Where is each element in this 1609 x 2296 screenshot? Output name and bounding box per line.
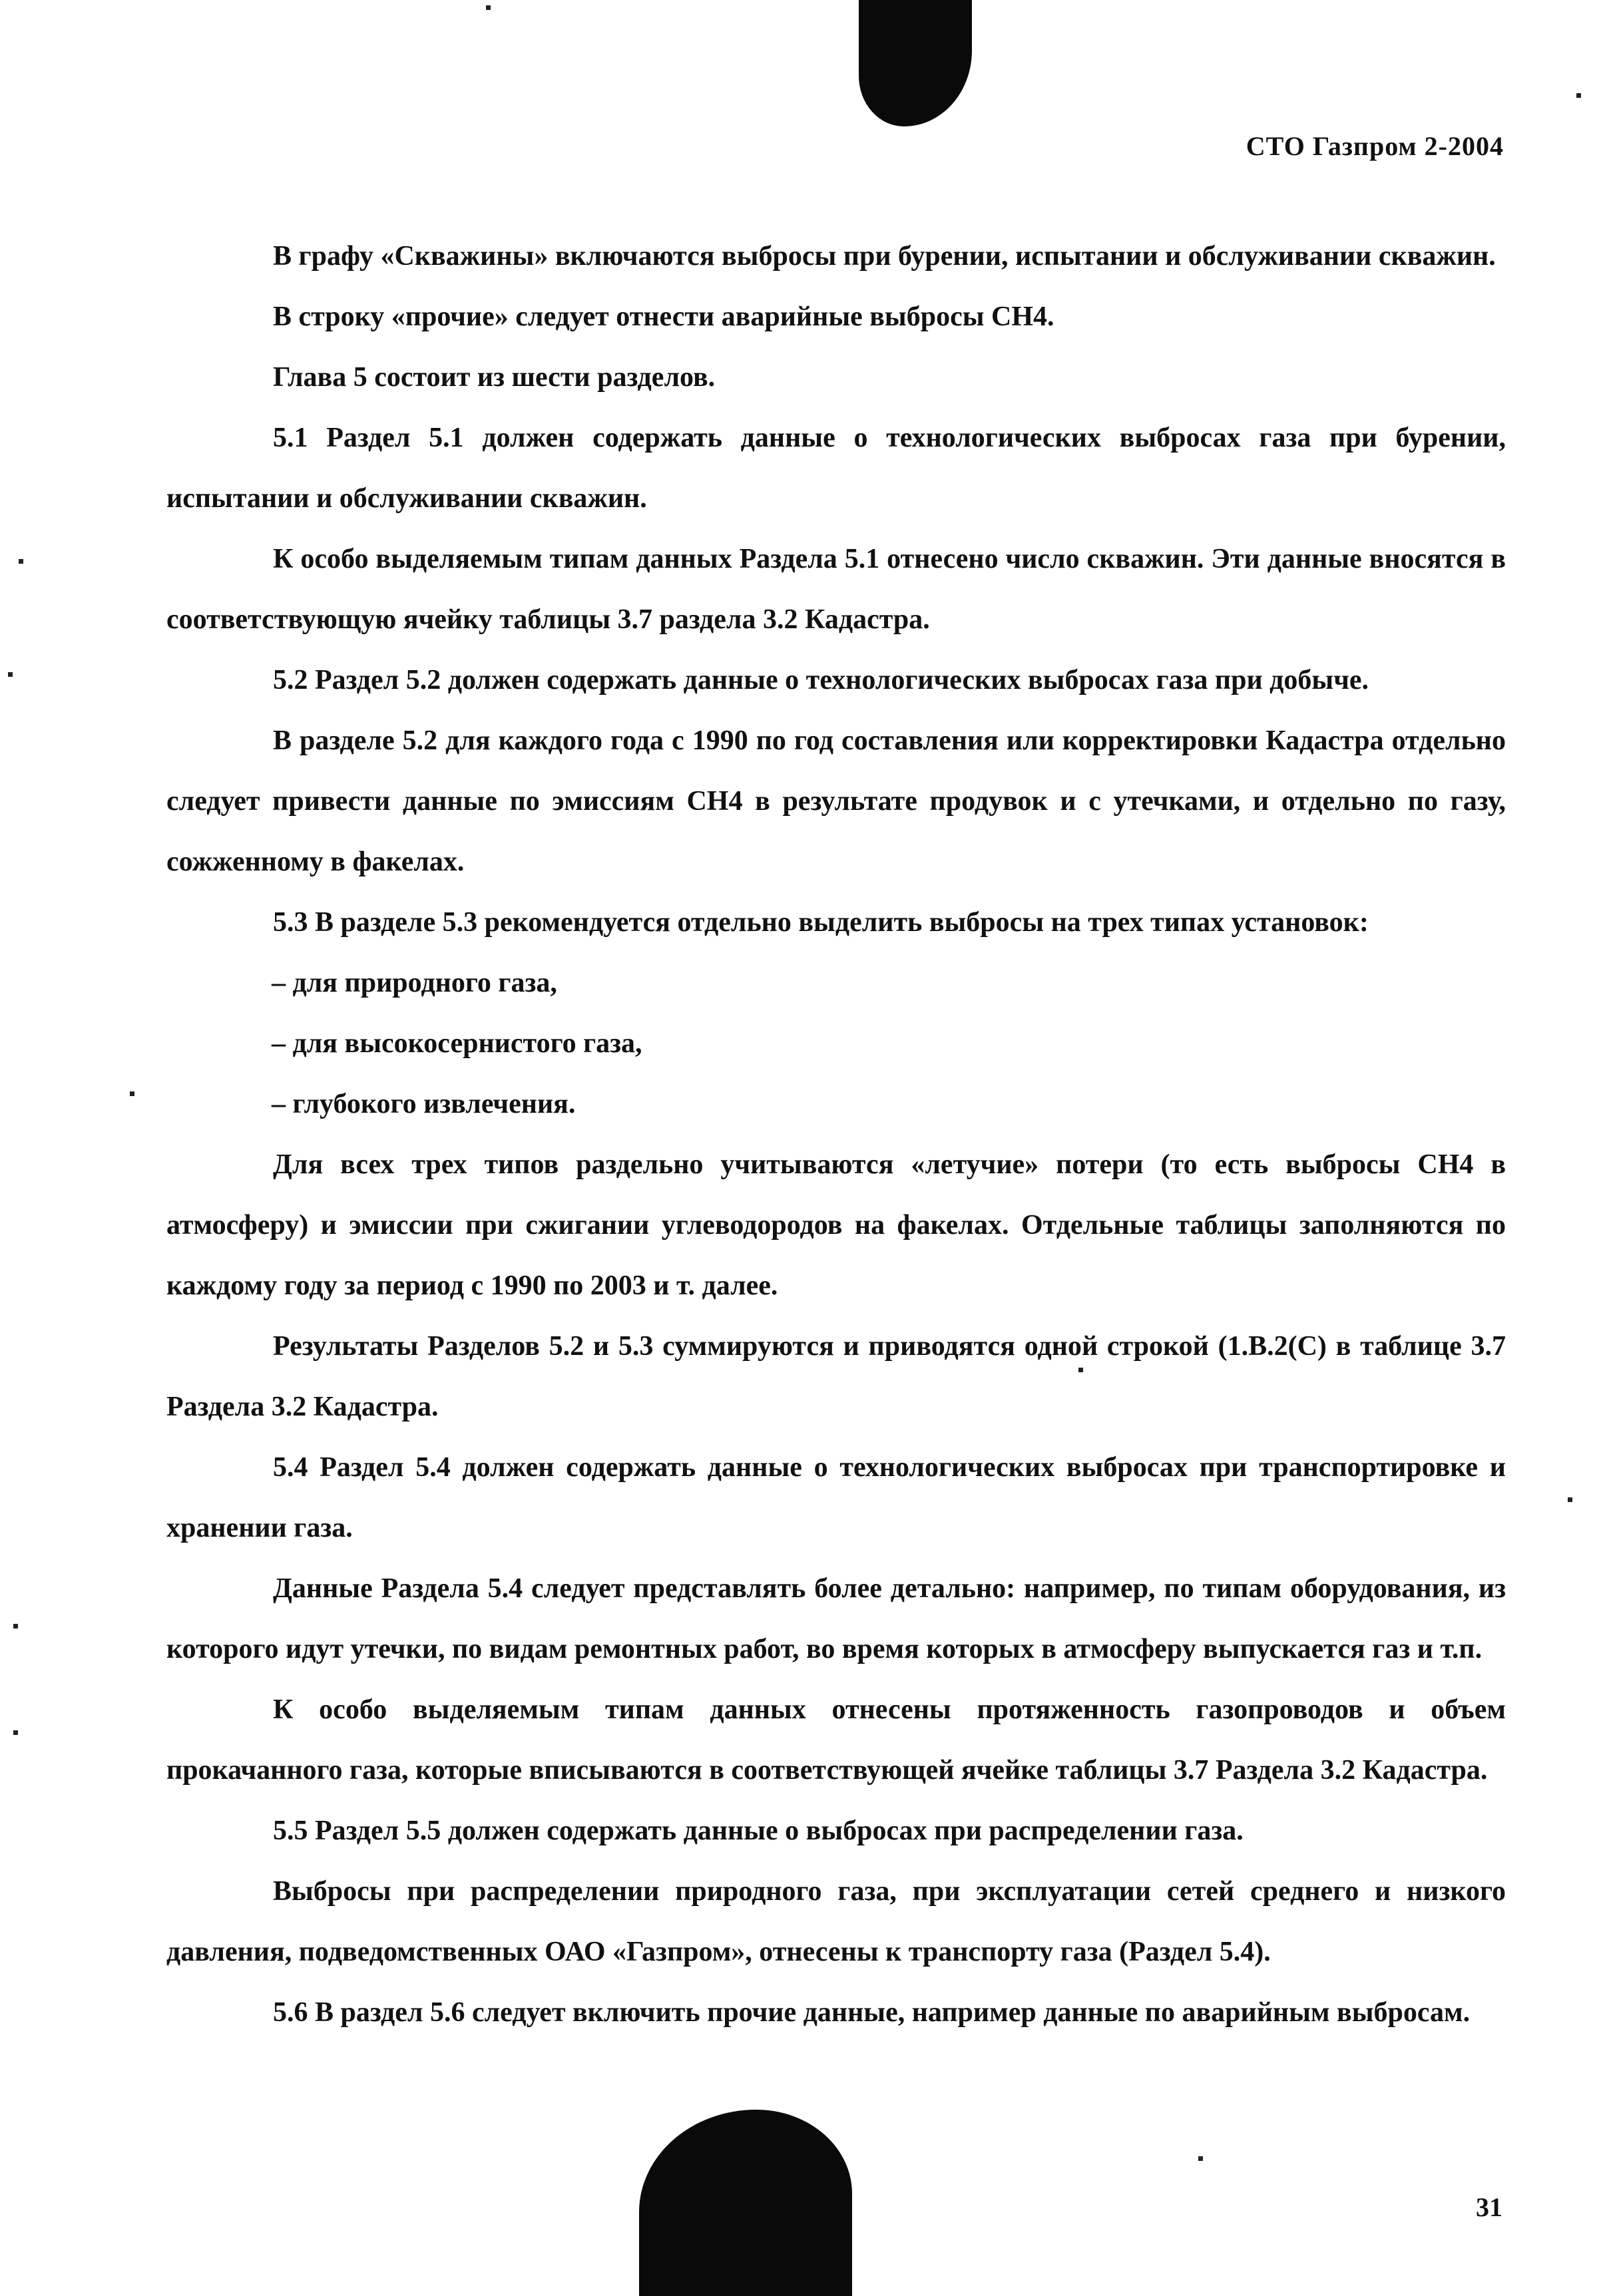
- paragraph: 5.3 В разделе 5.3 рекомендуется отдельно выделить выбросы на трех типах установок:: [273, 907, 1369, 938]
- scan-dot: [13, 1730, 18, 1735]
- scan-dot: [1568, 1497, 1572, 1502]
- scan-blot-bottom: [639, 2110, 852, 2296]
- paragraph: 5.5 Раздел 5.5 должен содержать данные о выбросах при распределении газа.: [273, 1816, 1244, 1846]
- paragraph: 5.2 Раздел 5.2 должен содержать данные о технологических выбросах газа при добыче.: [273, 665, 1369, 695]
- scan-dot: [8, 672, 13, 677]
- paragraph: В разделе 5.2 для каждого года с 1990 по год составления или корректировки Кадастра отдельно следует привести данные по эмиссиям CH4 в результате продувок и с утечками, и отдельно по газу, сожженному в факелах.: [166, 725, 1506, 877]
- scan-blot-top: [859, 0, 972, 126]
- paragraph: Глава 5 состоит из шести разделов.: [273, 362, 716, 393]
- paragraph: 5.1 Раздел 5.1 должен содержать данные о технологических выбросах газа при бурении, испытании и обслуживании скважин.: [166, 423, 1506, 514]
- list-item: – для высокосернистого газа,: [272, 1028, 642, 1059]
- paragraph: Результаты Разделов 5.2 и 5.3 суммируются и приводятся одной строкой (1.B.2(C) в таблице 3.7 Раздела 3.2 Кадастра.: [166, 1331, 1506, 1422]
- paragraph: 5.6 В раздел 5.6 следует включить прочие данные, например данные по аварийным выбросам.: [273, 1997, 1471, 2028]
- page-number: 31: [1476, 2192, 1502, 2222]
- scan-dot: [1198, 2156, 1203, 2161]
- list-item: – для природного газа,: [272, 968, 557, 998]
- scan-dot: [130, 1091, 134, 1096]
- paragraph: Для всех трех типов раздельно учитываются «летучие» потери (то есть выбросы CH4 в атмосферу) и эмиссии при сжигании углеводородов на факелах. Отдельные таблицы заполняются по каждому году за период с 1990 по 2003 и т. далее.: [166, 1149, 1506, 1301]
- body-text: [166, 226, 1506, 2043]
- list-item: – глубокого извлечения.: [272, 1089, 576, 1119]
- paragraph: Данные Раздела 5.4 следует представлять более детально: например, по типам оборудования, из которого идут утечки, по видам ремонтных работ, во время которых в атмосферу выпускается газ и т.п.: [166, 1573, 1506, 1664]
- scan-dot: [1576, 93, 1581, 98]
- paragraph: 5.4 Раздел 5.4 должен содержать данные о технологических выбросах при транспортировке и хранении газа.: [166, 1452, 1506, 1543]
- paragraph: В строку «прочие» следует отнести аварийные выбросы CH4.: [273, 301, 1054, 332]
- paragraph: В графу «Скважины» включаются выбросы при бурении, испытании и обслуживании скважин.: [273, 241, 1496, 272]
- scan-dot: [13, 1624, 18, 1628]
- paragraph: К особо выделяемым типам данных отнесены протяженность газопроводов и объем прокачанного газа, которые вписываются в соответствующей ячейке таблицы 3.7 Раздела 3.2 Кадастра.: [166, 1694, 1506, 1786]
- scan-dot: [19, 559, 23, 564]
- scan-dot: [486, 5, 491, 10]
- paragraph: К особо выделяемым типам данных Раздела 5.1 отнесено число скважин. Эти данные вносятся в соответствующую ячейку таблицы 3.7 раздела 3.2 Кадастра.: [166, 544, 1506, 635]
- paragraph: Выбросы при распределении природного газа, при эксплуатации сетей среднего и низкого давления, подведомственных ОАО «Газпром», отнесены к транспорту газа (Раздел 5.4).: [166, 1876, 1506, 1967]
- document-code: СТО Газпром 2-2004: [1246, 131, 1504, 161]
